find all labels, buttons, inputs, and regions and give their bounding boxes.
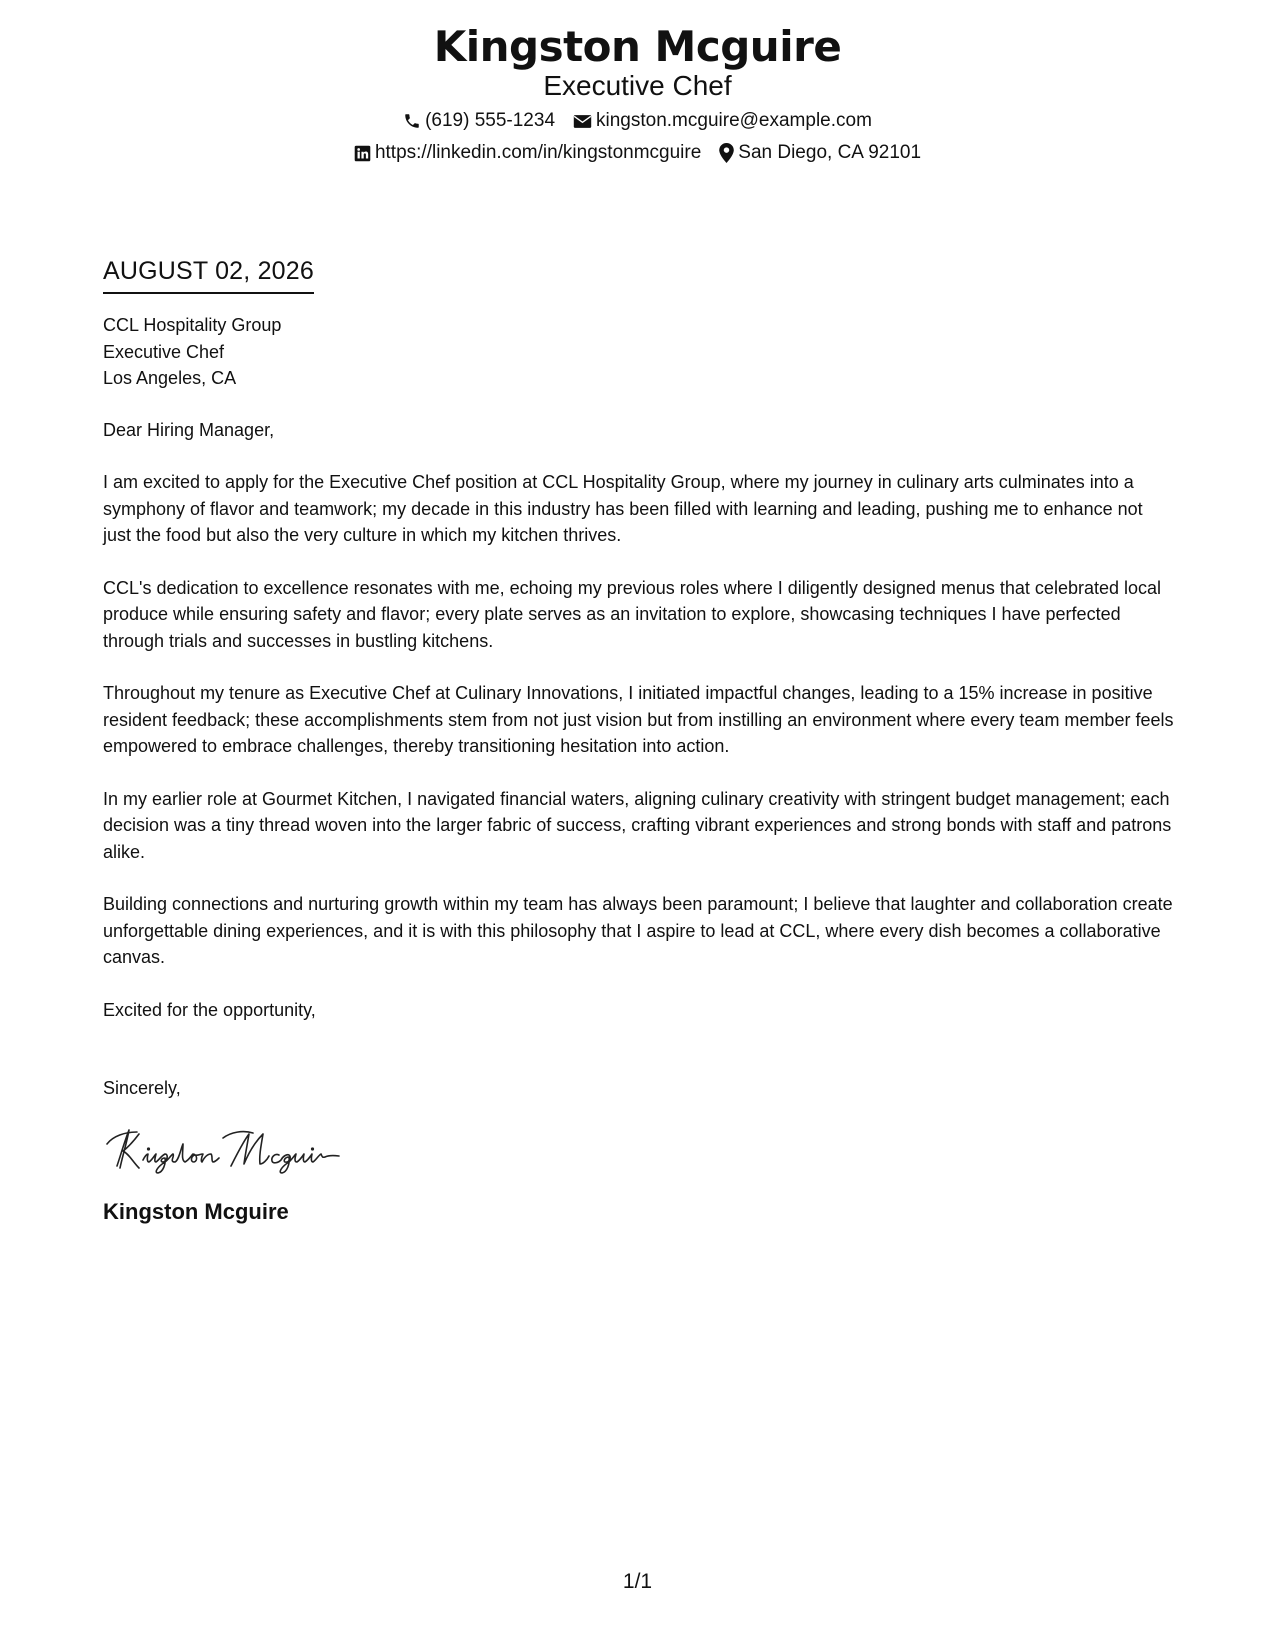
applicant-name: Kingston Mcguire: [433, 22, 842, 71]
recipient-block: [103, 312, 1175, 392]
phone-contact: [403, 108, 555, 134]
contact-row-2: [0, 140, 1275, 166]
signoff: Sincerely,: [103, 1078, 181, 1098]
location-text: San Diego, CA 92101: [738, 142, 922, 163]
email-contact[interactable]: [573, 108, 872, 134]
linkedin-text: https://linkedin.com/in/kingstonmcguire: [374, 142, 702, 163]
linkedin-icon: [354, 145, 371, 162]
paragraph-3: Throughout my tenure as Executive Chef at Culinary Innovations, I initiated impactful changes, leading to a 15% increase in positive resident feedback; these accomplishments stem from not just vision but from instilling an environment where every team member feels empowered to embrace challenges, thereby transitioning hesitation into action.: [103, 683, 1174, 756]
location-contact: [719, 140, 921, 166]
paragraph-4: In my earlier role at Gourmet Kitchen, I navigated financial waters, aligning culinary creativity with stringent budget management; each decision was a tiny thread woven into the larger fabric of success, crafting vibrant experiences and strong bonds with staff and patrons alike.: [103, 788, 1172, 862]
closing-line: Excited for the opportunity,: [103, 999, 316, 1020]
paragraph-2: CCL's dedication to excellence resonates with me, echoing my previous roles where I diligently designed menus that celebrated local produce while ensuring safety and flavor; every plate serves as an invitation to explore, showcasing techniques I have perfected through trials and successes in bustling kitchens.: [103, 577, 1162, 651]
letter-header: [0, 22, 1275, 166]
email-text: kingston.mcguire@example.com: [596, 110, 872, 131]
paragraph-5: Building connections and nurturing growth within my team has always been paramount; I believe that laughter and collaboration create unforgettable dining experiences, and it is with this philosophy that I aspire to lead at CCL, where every dish becomes a collaborative canvas.: [103, 894, 1173, 967]
applicant-title: Executive Chef: [543, 70, 732, 101]
envelope-icon: [573, 114, 592, 129]
phone-text: (619) 555-1234: [425, 110, 556, 131]
salutation: Dear Hiring Manager,: [103, 419, 275, 440]
recipient-location: Los Angeles, CA: [103, 368, 237, 388]
page-indicator: 1/1: [622, 1570, 653, 1593]
linkedin-contact[interactable]: [354, 140, 701, 166]
signature-image: [103, 1124, 373, 1176]
recipient-role: Executive Chef: [103, 341, 225, 362]
signer-name: Kingston Mcguire: [103, 1198, 289, 1224]
phone-icon: [403, 112, 421, 130]
contact-row-1: [0, 108, 1275, 134]
handwritten-signature: [103, 1124, 1175, 1176]
letter-date: AUGUST 02, 2026: [103, 256, 314, 294]
letter-body: [103, 256, 1175, 1226]
recipient-company: CCL Hospitality Group: [103, 315, 282, 335]
paragraph-1: I am excited to apply for the Executive Chef position at CCL Hospitality Group, where my journey in culinary arts culminates into a symphony of flavor and teamwork; my decade in this industry has been filled with learning and leading, pushing me to enhance not just the food but also the very culture in which my kitchen thrives.: [103, 472, 1143, 545]
map-pin-icon: [719, 143, 734, 163]
